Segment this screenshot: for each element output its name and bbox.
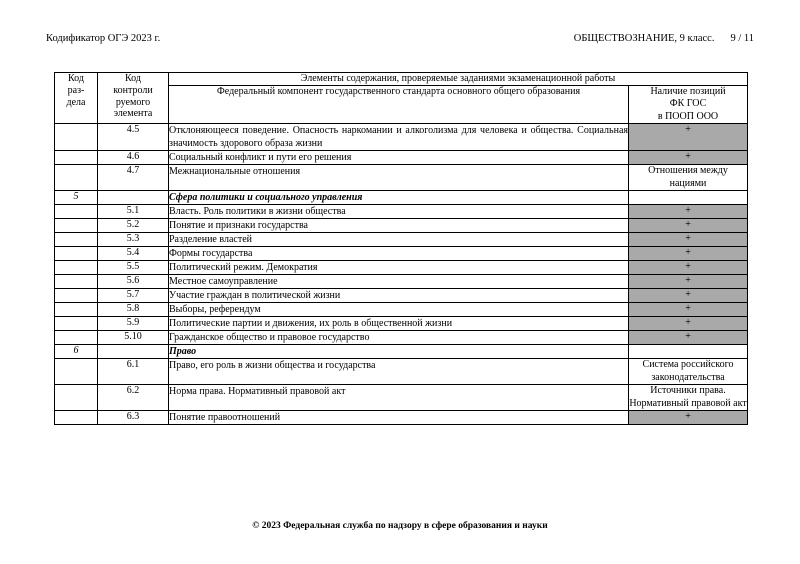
col-header-federal-component: Федеральный компонент государственного стандарта основного общего образования — [169, 85, 629, 124]
running-header — [46, 33, 754, 49]
cell-section-code — [55, 124, 98, 151]
cell-content-element: Межнациональные отношения — [169, 165, 629, 191]
table-row — [55, 219, 748, 233]
cell-content-element: Местное самоуправление — [169, 275, 629, 289]
table-head — [55, 73, 748, 124]
cell-content-element: Формы государства — [169, 247, 629, 261]
cell-element-code: 5.9 — [98, 317, 169, 331]
cell-element-code: 5.2 — [98, 219, 169, 233]
col-header-element-code-line4: элемента — [113, 108, 153, 120]
table-body — [55, 124, 748, 425]
col-header-content-elements: Элементы содержания, проверяемые заданиями экзаменационной работы — [169, 73, 748, 86]
cell-section-code — [55, 233, 98, 247]
cell-section-code: 5 — [55, 191, 98, 205]
table-row — [55, 151, 748, 165]
cell-section-code — [55, 219, 98, 233]
header-subject-block — [574, 33, 754, 44]
col-header-fkgos-line1: Наличие позиций — [650, 85, 726, 97]
cell-fkgos-mark: + — [629, 317, 748, 331]
table-row — [55, 289, 748, 303]
cell-element-code: 5.8 — [98, 303, 169, 317]
cell-fkgos-mark: + — [629, 411, 748, 425]
cell-element-code: 5.6 — [98, 275, 169, 289]
cell-section-code — [55, 385, 98, 411]
header-page-number: 9 / 11 — [730, 33, 754, 44]
cell-content-element: Участие граждан в политической жизни — [169, 289, 629, 303]
cell-content-element: Разделение властей — [169, 233, 629, 247]
cell-content-element: Норма права. Нормативный правовой акт — [169, 385, 629, 411]
cell-element-code: 5.3 — [98, 233, 169, 247]
cell-element-code: 5.4 — [98, 247, 169, 261]
table-row — [55, 303, 748, 317]
col-header-element-code-line1: Код — [125, 73, 141, 84]
codifier-table — [54, 72, 748, 425]
cell-fkgos-note: Система российского законодательства — [629, 359, 748, 385]
page-footer: © 2023 Федеральная служба по надзору в сфере образования и науки — [252, 521, 548, 531]
cell-fkgos-mark: + — [629, 289, 748, 303]
cell-content-element: Политический режим. Демократия — [169, 261, 629, 275]
cell-content-element: Понятие и признаки государства — [169, 219, 629, 233]
table-row — [55, 191, 748, 205]
col-header-element-code — [98, 73, 169, 124]
cell-content-element: Власть. Роль политики в жизни общества — [169, 205, 629, 219]
cell-section-code — [55, 359, 98, 385]
table-row — [55, 205, 748, 219]
cell-element-code: 6.2 — [98, 385, 169, 411]
cell-section-code — [55, 247, 98, 261]
col-header-section-code-line3: дела — [66, 96, 86, 108]
cell-fkgos-mark: + — [629, 303, 748, 317]
cell-section-title: Право — [169, 345, 629, 359]
cell-section-code — [55, 289, 98, 303]
cell-section-code — [55, 411, 98, 425]
cell-section-code — [55, 303, 98, 317]
table-row — [55, 233, 748, 247]
table-row — [55, 247, 748, 261]
table-row — [55, 331, 748, 345]
table-row — [55, 275, 748, 289]
cell-section-code — [55, 317, 98, 331]
cell-content-element: Выборы, референдум — [169, 303, 629, 317]
cell-element-code: 4.6 — [98, 151, 169, 165]
cell-element-code: 5.10 — [98, 331, 169, 345]
cell-fkgos-mark: + — [629, 261, 748, 275]
col-header-section-code — [55, 73, 98, 124]
cell-fkgos-mark: + — [629, 151, 748, 165]
cell-element-code — [98, 345, 169, 359]
cell-fkgos-mark: + — [629, 247, 748, 261]
cell-fkgos-mark: + — [629, 233, 748, 247]
cell-content-element: Право, его роль в жизни общества и государства — [169, 359, 629, 385]
col-header-section-code-line1: Код — [68, 73, 84, 84]
cell-content-element: Гражданское общество и правовое государство — [169, 331, 629, 345]
cell-content-element: Отклоняющееся поведение. Опасность наркомании и алкоголизма для человека и общества. Социальная значимость здорового образа жизни — [169, 125, 628, 149]
cell-element-code: 5.1 — [98, 205, 169, 219]
col-header-fkgos-line2: ФК ГОС — [669, 98, 707, 109]
cell-element-code: 4.7 — [98, 165, 169, 191]
col-header-fkgos-line3: в ПООП ООО — [657, 110, 719, 122]
cell-fkgos-mark: + — [629, 205, 748, 219]
header-codifier-label: Кодификатор ОГЭ 2023 г. — [46, 33, 161, 44]
cell-section-code: 6 — [55, 345, 98, 359]
table-row — [55, 165, 748, 191]
cell-fkgos-mark: + — [629, 124, 748, 151]
header-subject-label: ОБЩЕСТВОЗНАНИЕ, 9 класс. — [573, 33, 715, 44]
cell-element-code: 5.7 — [98, 289, 169, 303]
cell-content-element: Социальный конфликт и пути его решения — [169, 151, 629, 165]
table-row — [55, 411, 748, 425]
cell-content-element: Понятие правоотношений — [169, 411, 629, 425]
cell-section-code — [55, 331, 98, 345]
table-row — [55, 124, 748, 151]
cell-fkgos-note — [629, 191, 748, 205]
col-header-element-code-line3: руемого — [115, 96, 151, 108]
col-header-element-code-line2: контроли — [113, 84, 153, 96]
cell-element-code — [98, 191, 169, 205]
table-row — [55, 359, 748, 385]
cell-element-code: 4.5 — [98, 124, 169, 151]
cell-section-code — [55, 205, 98, 219]
cell-fkgos-mark: + — [629, 331, 748, 345]
cell-section-code — [55, 165, 98, 191]
col-header-fkgos-presence — [629, 85, 748, 124]
cell-fkgos-note — [629, 345, 748, 359]
header-row-1 — [55, 73, 748, 86]
table-row — [55, 261, 748, 275]
cell-element-code: 6.3 — [98, 411, 169, 425]
table-row — [55, 345, 748, 359]
cell-fkgos-mark: + — [629, 219, 748, 233]
cell-section-code — [55, 275, 98, 289]
cell-fkgos-note: Отношения между нациями — [629, 165, 748, 191]
cell-element-code: 6.1 — [98, 359, 169, 385]
cell-section-code — [55, 261, 98, 275]
col-header-section-code-line2: раз- — [67, 84, 85, 96]
cell-element-code: 5.5 — [98, 261, 169, 275]
cell-section-title: Сфера политики и социального управления — [169, 191, 629, 205]
table-row — [55, 385, 748, 411]
cell-fkgos-mark: + — [629, 275, 748, 289]
cell-fkgos-note: Источники права. Нормативный правовой акт — [629, 385, 747, 409]
cell-content-element: Политические партии и движения, их роль в общественной жизни — [169, 317, 629, 331]
cell-section-code — [55, 151, 98, 165]
table-row — [55, 317, 748, 331]
